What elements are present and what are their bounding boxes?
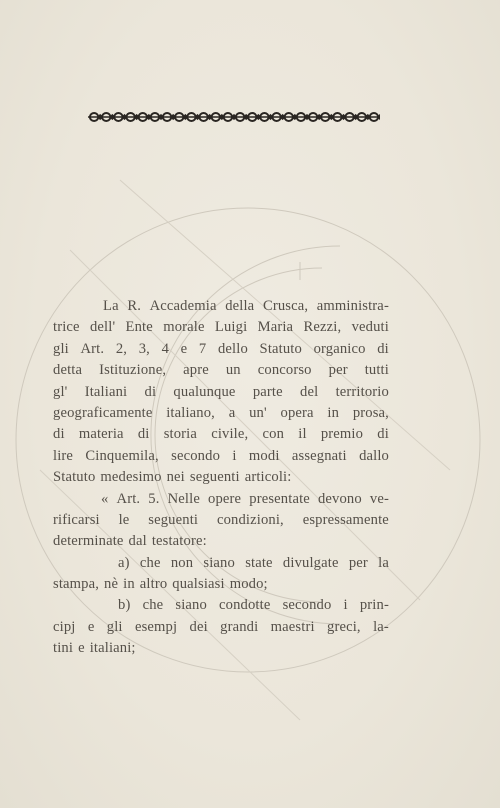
text-line: gli Art. 2, 3, 4 e 7 dello Statuto organico di: [53, 340, 389, 357]
text-line: Statuto medesimo nei seguenti articoli:: [53, 469, 292, 486]
statute-text: [53, 296, 389, 660]
text-line: geograficamente italiano, a un' opera in prosa,: [53, 404, 389, 421]
text-line: tini e italiani;: [53, 640, 136, 657]
text-line: lire Cinquemila, secondo i modi assegnati dallo: [53, 447, 389, 464]
text-line: stampa, nè in altro qualsiasi modo;: [53, 576, 268, 593]
text-line: trice dell' Ente morale Luigi Maria Rezzi, veduti: [53, 319, 389, 336]
text-line: rificarsi le seguenti condizioni, espressamente: [53, 511, 389, 528]
text-line: di materia di storia civile, con il premio di: [53, 426, 389, 443]
text-line: determinate dal testatore:: [53, 533, 207, 550]
text-line: detta Istituzione, apre un concorso per tutti: [53, 362, 389, 379]
text-line: « Art. 5. Nelle opere presentate devono ve-: [101, 490, 389, 507]
text-line: b) che siano condotte secondo i prin-: [118, 597, 389, 614]
chain-ornament-icon: [88, 111, 380, 123]
text-line: cipj e gli esempj dei grandi maestri greci, la-: [53, 618, 389, 635]
text-line: gl' Italiani di qualunque parte del territorio: [53, 383, 389, 400]
text-line: La R. Accademia della Crusca, amministra-: [103, 298, 389, 314]
text-line: a) che non siano state divulgate per la: [118, 554, 389, 571]
